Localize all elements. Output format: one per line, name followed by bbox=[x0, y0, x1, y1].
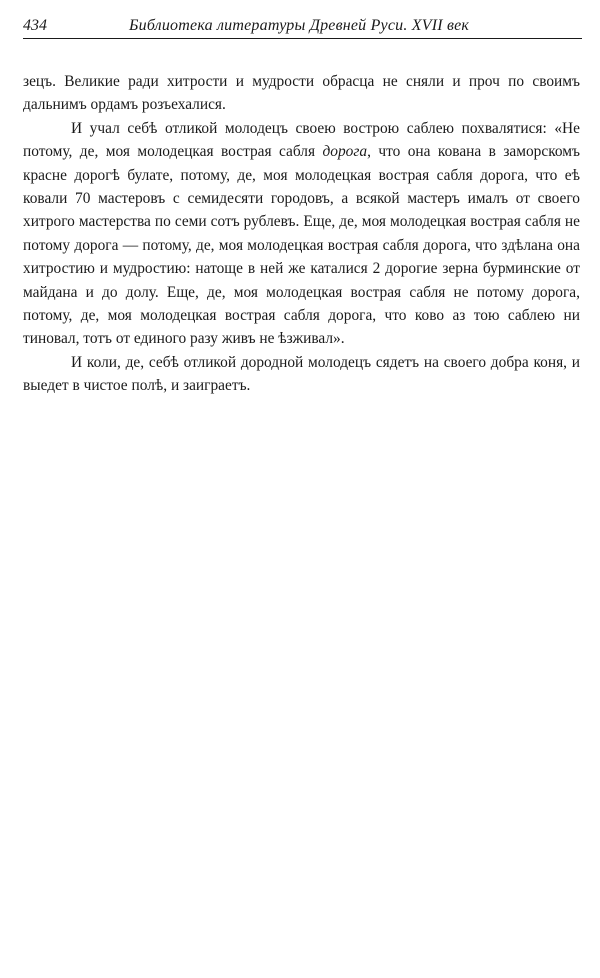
paragraph-2-text-start: И учал себѣ отликой молодецъ своею вострою саблею похвалятися: «Не потому, де, моя молодецкая вострая сабля bbox=[23, 119, 580, 161]
paragraph-2-text-end: , что она кована в заморскомъ красне дорогѣ булате, потому, де, моя молодецкая вострая сабля дорога, что еѣ ковали 70 мастеровъ с семидесяти городовъ, а всякой мастеръ ималъ от своего хитрого мастерства по семи сотъ рублевъ. Еще, де, моя молодецкая вострая сабля не потому дорога — потому, де, моя молодецкая вострая сабля дорога, что здѣлана она хитростию и мудростию: натоще в ней же каталися 2 дорогие зерна бурминские от майдана и до долу. Еще, де, моя молодецкая вострая сабля не потому дорога, потому, де, моя молодецкая вострая сабля дорога, что ково аз тою саблею ни тиновал, тотъ от единого разу живъ не ѣзживал». bbox=[23, 143, 580, 348]
paragraph-1: зецъ. Великие ради хитрости и мудрости обрасца не сняли и проч по своимъ дальнимъ ордамъ розъехалися. bbox=[23, 73, 580, 114]
paragraph-3: И коли, де, себѣ отликой дородной молодецъ сядетъ на своего добра коня, и выедет в чистое полѣ, и заиграетъ. bbox=[23, 353, 580, 395]
paragraph-2-emphasis: дорога bbox=[322, 143, 368, 161]
running-head bbox=[23, 16, 582, 39]
text-body bbox=[23, 70, 580, 398]
page-number: 434 bbox=[23, 17, 47, 34]
paragraph-2 bbox=[23, 117, 580, 351]
running-title: Библиотека литературы Древней Руси. XVII век bbox=[129, 17, 470, 34]
